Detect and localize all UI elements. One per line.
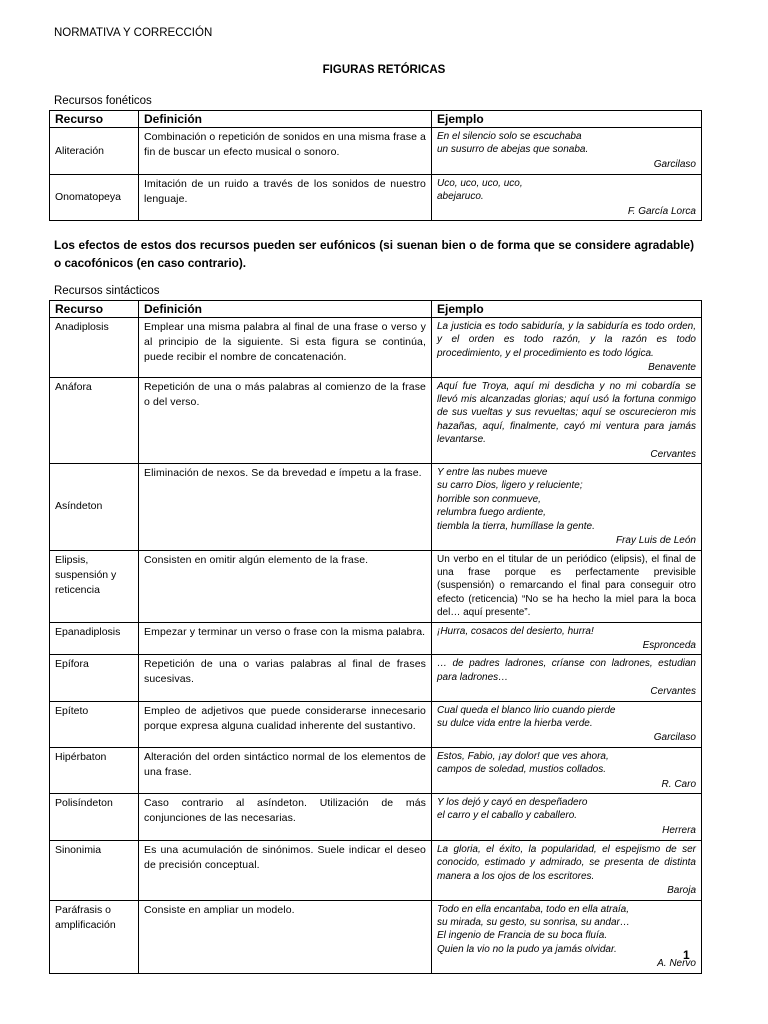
- column-header-ejemplo: Ejemplo: [432, 111, 702, 128]
- cell-definicion: Combinación o repetición de sonidos en una misma frase a fin de buscar un efecto musical o sonoro.: [139, 128, 432, 175]
- ejemplo-line: Aquí fue Troya, aquí mi desdicha y no mi cobardía se llevó mis alcanzadas glorias; aquí usó la fortuna conmigo de sus vueltas y sus revueltas; aquí se oscurecieron mis hazañas, aquí, finalmente, cayó mi ventura para jamás levantarse.: [437, 380, 696, 446]
- table-row: [50, 377, 702, 463]
- cell-recurso: Anáfora: [50, 377, 139, 463]
- table-row: [50, 464, 702, 550]
- cell-ejemplo: [432, 841, 702, 901]
- table-row: [50, 841, 702, 901]
- cell-ejemplo: [432, 550, 702, 622]
- column-header-recurso: Recurso: [50, 301, 139, 318]
- ejemplo-author: Herrera: [662, 824, 696, 836]
- ejemplo-line: Un verbo en el titular de un periódico (elipsis), el final de una frase porque es perfectamente previsible (suspensión) o remarcando el final para conseguir otro efecto (reticencia) “No se ha hecho la miel para la boca del… aquí presente”.: [437, 553, 696, 619]
- cell-ejemplo: [432, 655, 702, 701]
- ejemplo-author: A. Nervo: [657, 958, 696, 970]
- cell-ejemplo: [432, 622, 702, 655]
- table-row: [50, 655, 702, 701]
- ejemplo-author: Espronceda: [642, 639, 696, 651]
- cell-definicion: Es una acumulación de sinónimos. Suele indicar el deseo de precisión conceptual.: [139, 841, 432, 901]
- ejemplo-line: un susurro de abejas que sonaba.: [437, 144, 589, 156]
- cell-ejemplo: [432, 747, 702, 793]
- ejemplo-line: Y entre las nubes mueve: [437, 467, 548, 479]
- column-header-recurso: Recurso: [50, 111, 139, 128]
- ejemplo-line: su mirada, su gesto, su sonrisa, su andar…: [437, 917, 630, 929]
- ejemplo-line: su carro Dios, ligero y reluciente;: [437, 480, 583, 492]
- document-header: NORMATIVA Y CORRECCIÓN: [54, 27, 213, 39]
- table-row: [50, 318, 702, 378]
- cell-definicion: Empleo de adjetivos que puede considerarse innecesario porque expresa alguna cualidad inherente del sustantivo.: [139, 701, 432, 747]
- cell-recurso: Paráfrasis o amplificación: [50, 900, 139, 973]
- cell-recurso: Onomatopeya: [50, 175, 139, 221]
- ejemplo-author: Garcilaso: [653, 732, 696, 744]
- ejemplo-line: Uco, uco, uco, uco,: [437, 178, 523, 189]
- effects-note: Los efectos de estos dos recursos pueden ser eufónicos (si suenan bien o de forma que se considere agradable) o cacofónicos (en caso contrario).: [54, 238, 694, 270]
- cell-recurso: Epífora: [50, 655, 139, 701]
- table-row: [50, 900, 702, 973]
- ejemplo-line: En el silencio solo se escuchaba: [437, 131, 582, 142]
- ejemplo-line: La justicia es todo sabiduría, y la sabiduría es todo orden, y el orden es todo razón, y la razón es todo procedimiento, y el procedimiento es todo lógica.: [437, 321, 696, 359]
- ejemplo-line: el carro y el caballo y caballero.: [437, 810, 578, 822]
- cell-ejemplo: [432, 175, 702, 221]
- cell-definicion: Eliminación de nexos. Se da brevedad e ímpetu a la frase.: [139, 464, 432, 550]
- cell-definicion: Repetición de una o más palabras al comienzo de la frase o del verso.: [139, 377, 432, 463]
- cell-ejemplo: [432, 794, 702, 841]
- cell-definicion: Consiste en ampliar un modelo.: [139, 900, 432, 973]
- ejemplo-line: su dulce vida entre la hierba verde.: [437, 717, 593, 729]
- cell-recurso: Hipérbaton: [50, 747, 139, 793]
- ejemplo-line: Estos, Fabio, ¡ay dolor! que ves ahora,: [437, 750, 609, 762]
- table-row: [50, 550, 702, 622]
- section-title-foneticos: Recursos fonéticos: [54, 95, 152, 107]
- ejemplo-line: Todo en ella encantaba, todo en ella atraía,: [437, 903, 630, 915]
- ejemplo-author: Cervantes: [650, 448, 696, 460]
- ejemplo-author: Benavente: [648, 362, 696, 374]
- column-header-definicion: Definición: [139, 301, 432, 318]
- ejemplo-line: Y los dejó y cayó en despeñadero: [437, 797, 588, 808]
- cell-definicion: Imitación de un ruido a través de los sonidos de nuestro lenguaje.: [139, 175, 432, 221]
- cell-definicion: Empezar y terminar un verso o frase con la misma palabra.: [139, 622, 432, 655]
- table-row: [50, 622, 702, 655]
- cell-recurso: Polisíndeton: [50, 794, 139, 841]
- cell-definicion: Repetición de una o varias palabras al final de frases sucesivas.: [139, 655, 432, 701]
- ejemplo-author: Baroja: [667, 885, 696, 897]
- cell-recurso: Sinonimia: [50, 841, 139, 901]
- ejemplo-line: abejaruco.: [437, 191, 484, 203]
- ejemplo-author: Fray Luis de León: [615, 535, 696, 547]
- ejemplo-line: El ingenio de Francia de su boca fluía.: [437, 930, 608, 942]
- section-title-sintacticos: Recursos sintácticos: [54, 285, 160, 297]
- table-foneticos: [49, 110, 702, 221]
- table-row: [50, 747, 702, 793]
- ejemplo-line: tiembla la tierra, humíllase la gente.: [437, 520, 595, 532]
- cell-definicion: Alteración del orden sintáctico normal de los elementos de una frase.: [139, 747, 432, 793]
- table-header-row: [50, 111, 702, 128]
- column-header-ejemplo: Ejemplo: [432, 301, 702, 318]
- table-row: [50, 701, 702, 747]
- cell-recurso: Elipsis, suspensión y reticencia: [50, 550, 139, 622]
- table-sintacticos: [49, 300, 702, 974]
- cell-definicion: Consisten en omitir algún elemento de la frase.: [139, 550, 432, 622]
- ejemplo-author: Garcilaso: [653, 158, 696, 170]
- column-header-definicion: Definición: [139, 111, 432, 128]
- page-number: 1: [683, 948, 690, 962]
- ejemplo-line: Cual queda el blanco lirio cuando pierde: [437, 704, 616, 716]
- cell-ejemplo: [432, 318, 702, 378]
- document-title: FIGURAS RETÓRICAS: [322, 64, 446, 76]
- table-row: [50, 794, 702, 841]
- ejemplo-line: La gloria, el éxito, la popularidad, el espejismo de ser conocido, estimado y admirado, se presenta de distinta manera a los ojos de los escritores.: [437, 844, 696, 882]
- ejemplo-author: F. García Lorca: [627, 205, 696, 217]
- cell-ejemplo: [432, 900, 702, 973]
- ejemplo-line: campos de soledad, mustios collados.: [437, 764, 606, 776]
- cell-recurso: Epanadiplosis: [50, 622, 139, 655]
- cell-ejemplo: [432, 128, 702, 175]
- cell-recurso: Aliteración: [50, 128, 139, 175]
- table-row: [50, 175, 702, 221]
- ejemplo-line: ¡Hurra, cosacos del desierto, hurra!: [437, 625, 594, 637]
- cell-definicion: Emplear una misma palabra al final de una frase o verso y al principio de la siguiente. Si esta figura se continúa, puede recibir el nombre de concatenación.: [139, 318, 432, 378]
- ejemplo-line: horrible son conmueve,: [437, 493, 541, 505]
- cell-ejemplo: [432, 701, 702, 747]
- ejemplo-line: relumbra fuego ardiente,: [437, 507, 546, 519]
- ejemplo-line: Quien la vio no la pudo ya jamás olvidar.: [437, 943, 617, 955]
- cell-definicion: Caso contrario al asíndeton. Utilización de más conjunciones de las necesarias.: [139, 794, 432, 841]
- cell-ejemplo: [432, 464, 702, 550]
- table-header-row: [50, 301, 702, 318]
- table-row: [50, 128, 702, 175]
- ejemplo-line: … de padres ladrones, críanse con ladrones, estudian para ladrones…: [437, 658, 696, 683]
- cell-recurso: Anadiplosis: [50, 318, 139, 378]
- cell-recurso: Asíndeton: [50, 464, 139, 550]
- cell-recurso: Epíteto: [50, 701, 139, 747]
- cell-ejemplo: [432, 377, 702, 463]
- ejemplo-author: R. Caro: [661, 778, 696, 790]
- ejemplo-author: Cervantes: [650, 686, 696, 698]
